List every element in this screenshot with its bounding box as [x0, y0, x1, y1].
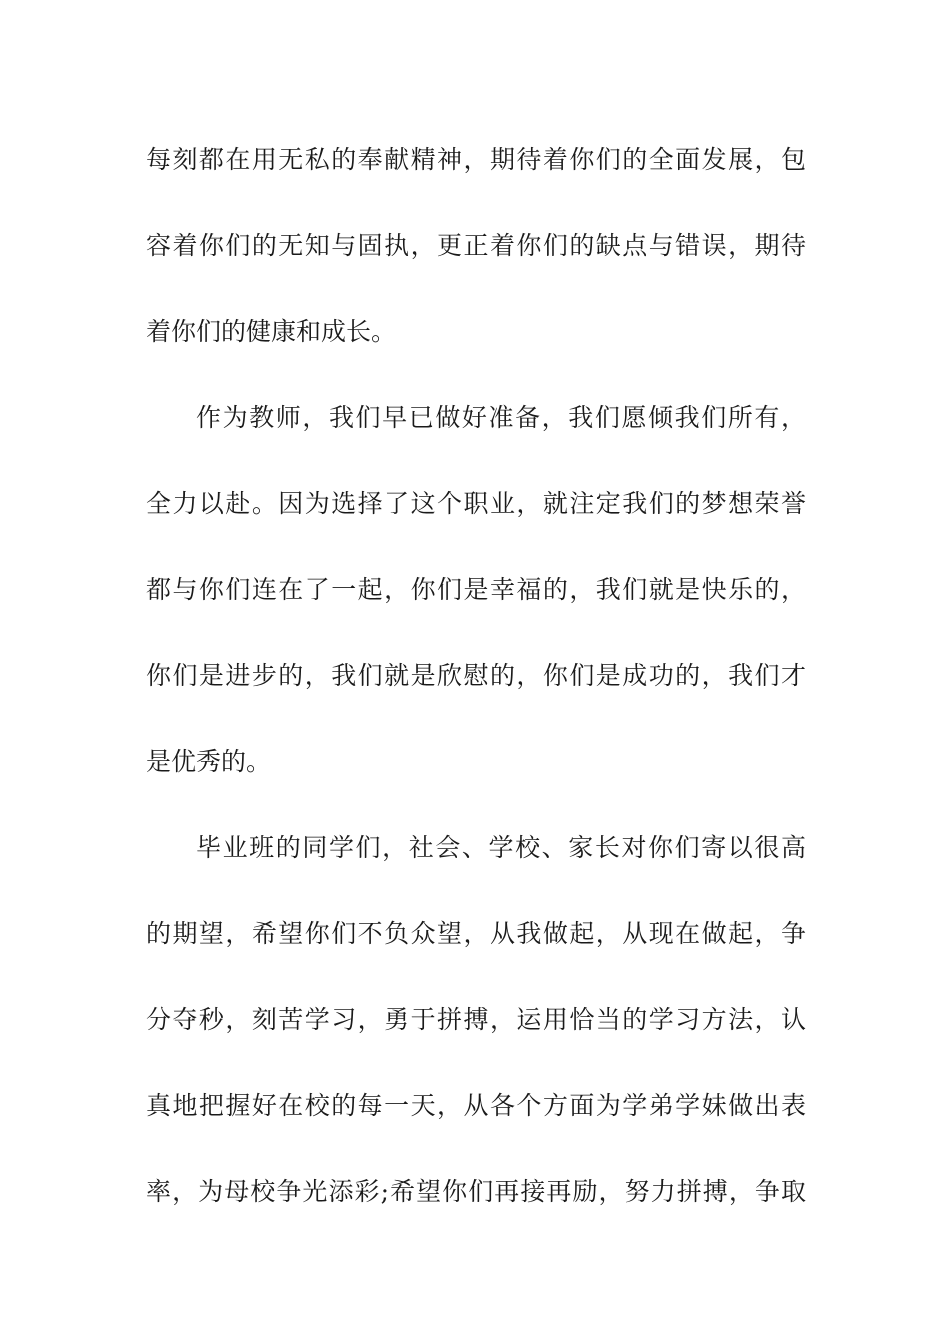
- text-line: 着你们的健康和成长。: [146, 317, 397, 346]
- text-line: 真地把握好在校的每一天，从各个方面为学弟学妹做出表: [146, 1091, 806, 1120]
- text-line: 每刻都在用无私的奉献精神，期待着你们的全面发展，包: [146, 145, 806, 174]
- text-line: 作为教师，我们早已做好准备，我们愿倾我们所有，: [196, 403, 806, 432]
- text-line: 全力以赴。因为选择了这个职业，就注定我们的梦想荣誉: [146, 489, 806, 518]
- text-line: 你们是进步的，我们就是欣慰的，你们是成功的，我们才: [146, 661, 806, 690]
- text-line: 容着你们的无知与固执，更正着你们的缺点与错误，期待: [146, 231, 806, 260]
- text-line: 的期望，希望你们不负众望，从我做起，从现在做起，争: [146, 919, 806, 948]
- text-line: 是优秀的。: [146, 747, 272, 776]
- text-line: 都与你们连在了一起，你们是幸福的，我们就是快乐的，: [146, 575, 806, 604]
- text-line: 毕业班的同学们，社会、学校、家长对你们寄以很高: [196, 833, 806, 862]
- text-line: 率，为母校争光添彩;希望你们再接再励，努力拼搏，争取: [146, 1177, 806, 1206]
- text-line: 分夺秒，刻苦学习，勇于拼搏，运用恰当的学习方法，认: [146, 1005, 806, 1034]
